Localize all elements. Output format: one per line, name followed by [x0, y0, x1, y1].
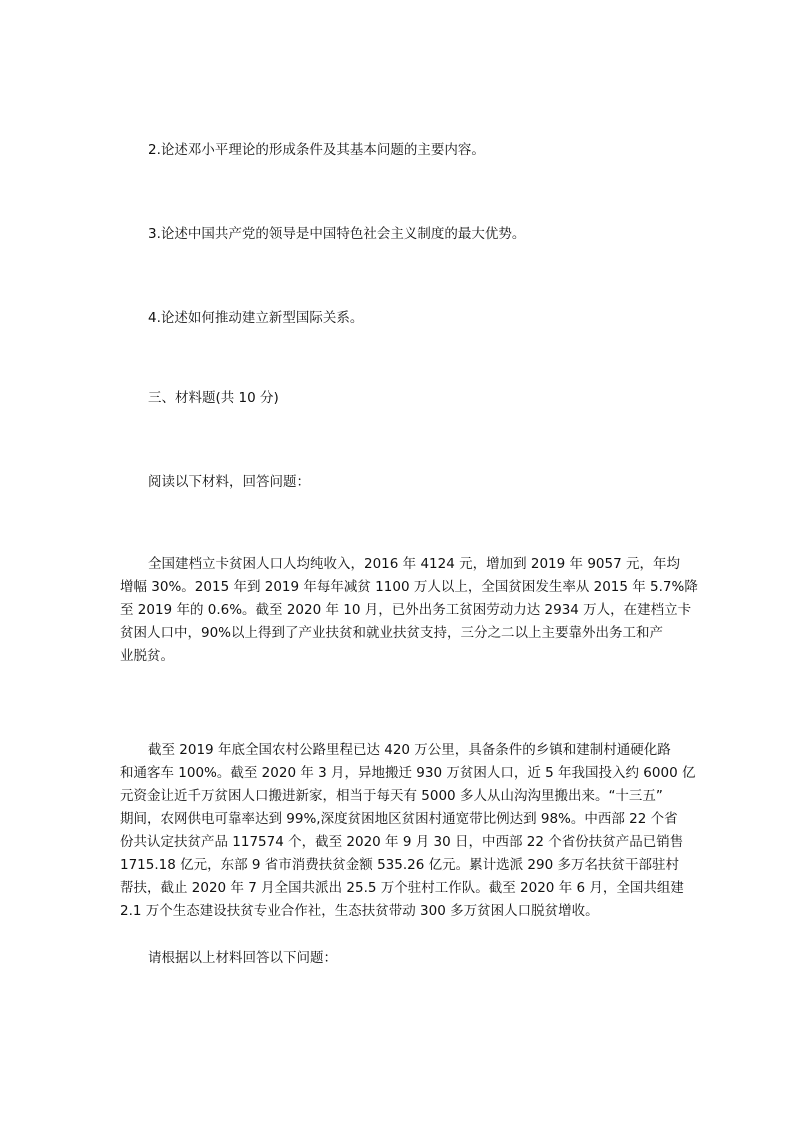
text-line: 份共认定扶贫产品 117574 个，截至 2020 年 9 月 30 日，中西部 22 个省份扶贫产品已销售	[120, 834, 684, 850]
question-text: 4.论述如何推动建立新型国际关系。	[148, 310, 364, 326]
text-line: 和通客车 100%。截至 2020 年 3 月，异地搬迁 930 万贫困人口，近 5 年我国投入约 6000 亿	[120, 765, 696, 781]
text-line: 2.1 万个生态建设扶贫专业合作社，生态扶贫带动 300 多万贫困人口脱贫增收。	[120, 903, 599, 919]
prompt-line: 请根据以上材料回答以下问题：	[148, 950, 337, 966]
question-2	[120, 139, 680, 162]
text-line: 至 2019 年的 0.6%。截至 2020 年 10 月，已外出务工贫困劳动力达 2934 万人，在建档立卡	[120, 602, 692, 618]
text-line: 增幅 30%。2015 年到 2019 年每年减贫 1100 万人以上，全国贫困发生率从 2015 年 5.7%降	[120, 579, 698, 595]
question-3	[120, 223, 680, 246]
text-line: 截至 2019 年底全国农村公路里程已达 420 万公里，具备条件的乡镇和建制村通硬化路	[148, 742, 671, 758]
question-4	[120, 307, 680, 330]
text-line: 期间，农网供电可靠率达到 99%,深度贫困地区贫困村通宽带比例达到 98%。中西部 22 个省	[120, 811, 678, 827]
intro-text	[120, 471, 680, 494]
text-line: 全国建档立卡贫困人口人均纯收入，2016 年 4124 元，增加到 2019 年 9057 元，年均	[148, 556, 680, 572]
text-line: 贫困人口中，90%以上得到了产业扶贫和就业扶贫支持，三分之二以上主要靠外出务工和产	[120, 625, 664, 641]
paragraph-1	[120, 553, 698, 668]
section-heading	[120, 387, 680, 410]
text-line: 帮扶，截止 2020 年 7 月全国共派出 25.5 万个驻村工作队。截至 2020 年 6 月，全国共组建	[120, 880, 684, 896]
question-text: 2.论述邓小平理论的形成条件及其基本问题的主要内容。	[148, 142, 485, 158]
text-line: 业脱贫。	[120, 648, 174, 664]
question-text: 3.论述中国共产党的领导是中国特色社会主义制度的最大优势。	[148, 226, 526, 242]
heading-text: 三、材料题(共 10 分)	[148, 390, 279, 406]
prompt-text	[120, 947, 680, 970]
paragraph-2	[120, 739, 696, 923]
text-line: 元资金让近千万贫困人口搬进新家，相当于每天有 5000 多人从山沟沟里搬出来。“十三五”	[120, 788, 663, 804]
intro-line: 阅读以下材料，回答问题：	[148, 474, 310, 490]
text-line: 1715.18 亿元，东部 9 省市消费扶贫金额 535.26 亿元。累计选派 290 多万名扶贫干部驻村	[120, 857, 679, 873]
